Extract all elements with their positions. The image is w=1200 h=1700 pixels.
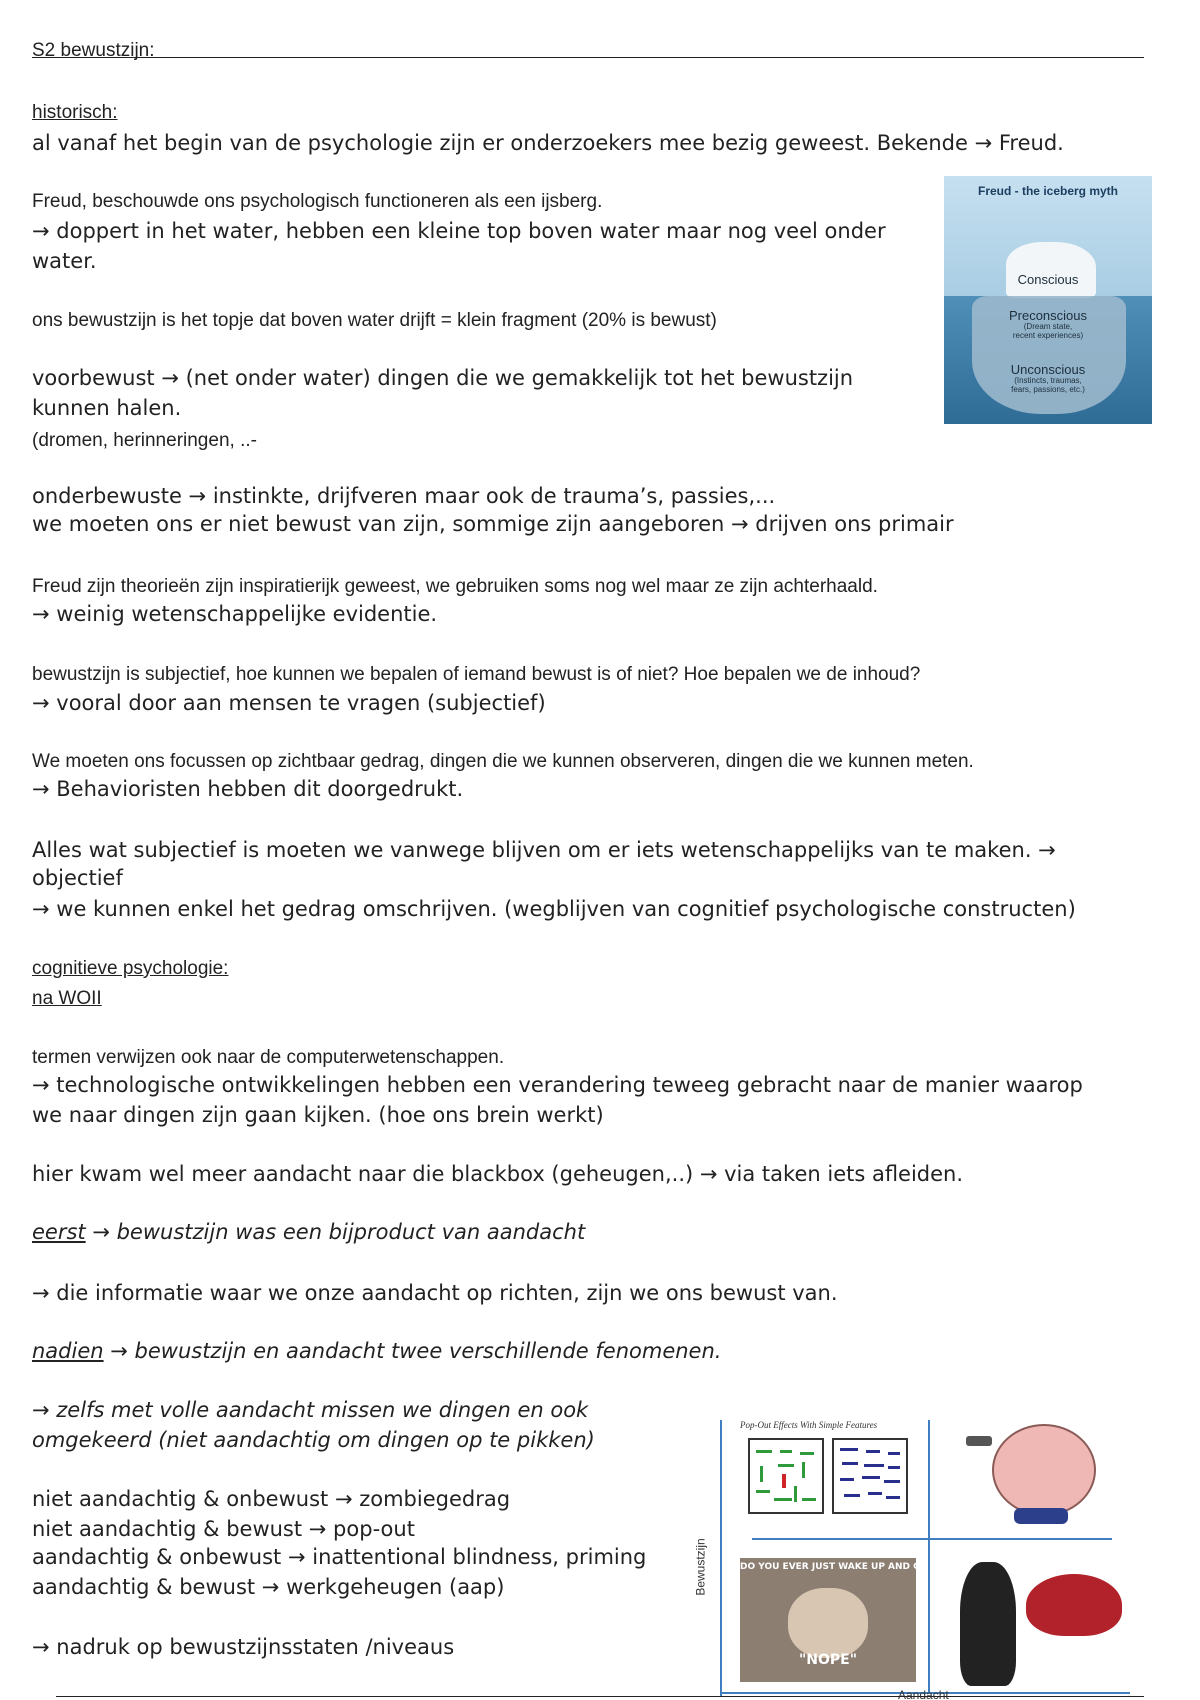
combo-line: niet aandachtig & bewust → pop-out	[32, 1517, 415, 1541]
section-title-historisch: historisch:	[32, 102, 118, 123]
iceberg-unconscious-label: Unconscious	[1010, 362, 1086, 377]
text-line: we moeten ons er niet bewust van zijn, sommige zijn aangeboren → drijven ons primair	[32, 512, 954, 536]
meme-caption-top: DO YOU EVER JUST WAKE UP AND GO	[740, 1562, 929, 1572]
section-title-cognitief: cognitieve psychologie:	[32, 958, 229, 979]
iceberg-unconscious-sub2: fears, passions, etc.)	[1011, 385, 1085, 394]
text-line: Freud zijn theorieën zijn inspiratierijk geweest, we gebruiken soms nog wel maar ze zijn achterhaald.	[32, 576, 878, 597]
text-line: hier kwam wel meer aandacht naar die blackbox (geheugen,..) → via taken iets afleiden.	[32, 1162, 964, 1186]
section-subtitle: na WOII	[32, 988, 102, 1009]
dog-face-icon	[788, 1588, 868, 1658]
nadien-text: → bewustzijn en aandacht twee verschillende fenomenen.	[103, 1339, 722, 1363]
text-line: (dromen, herinneringen, ..-	[32, 430, 257, 451]
popout-title: Pop-Out Effects With Simple Features	[740, 1420, 878, 1430]
dumbbell-icon	[966, 1436, 992, 1446]
nadien-label: nadien	[32, 1339, 104, 1363]
text-line: We moeten ons focussen op zichtbaar gedrag, dingen die we kunnen observeren, dingen die we kunnen meten.	[32, 751, 974, 772]
eerst-line	[32, 1220, 585, 1244]
popout-color-panel	[748, 1438, 824, 1514]
meme-caption-nope: "NOPE"	[798, 1652, 858, 1668]
text-line: → vooral door aan mensen te vragen (subjectief)	[32, 691, 546, 715]
eerst-text: → bewustzijn was een bijproduct van aandacht	[85, 1220, 586, 1244]
text-line: bewustzijn is subjectief, hoe kunnen we bepalen of iemand bewust is of niet? Hoe bepalen we de inhoud?	[32, 664, 921, 685]
top-rule	[32, 57, 1144, 58]
y-axis-label: Bewustzijn	[693, 1538, 708, 1596]
combo-line: niet aandachtig & onbewust → zombiegedrag	[32, 1487, 511, 1511]
quadrant-divider-horizontal	[752, 1538, 1112, 1540]
gorilla-icon	[960, 1562, 1016, 1686]
text-line: water.	[32, 249, 97, 273]
text-line: → die informatie waar we onze aandacht op richten, zijn we ons bewust van.	[32, 1281, 838, 1305]
text-line: al vanaf het begin van de psychologie zijn er onderzoekers mee bezig geweest. Bekende → Freud.	[32, 131, 1064, 155]
text-line: → zelfs met volle aandacht missen we dingen en ook	[32, 1398, 589, 1422]
iceberg-conscious-label: Conscious	[1017, 272, 1079, 287]
text-line: voorbewust → (net onder water) dingen die we gemakkelijk tot het bewustzijn	[32, 366, 854, 390]
iceberg-unconscious-sub1: (Instincts, traumas,	[1014, 376, 1082, 385]
iceberg-figure	[944, 176, 1152, 424]
text-line: onderbewuste → instinkte, drijfveren maar ook de trauma’s, passies,...	[32, 484, 776, 508]
iceberg-preconscious-sub	[944, 322, 1152, 340]
running-brain-icon	[992, 1424, 1096, 1516]
iceberg-unconscious-sub	[944, 376, 1152, 394]
eerst-label: eerst	[32, 1220, 86, 1244]
quadrant-divider-vertical	[928, 1420, 930, 1692]
iceberg-title: Freud - the iceberg myth	[977, 184, 1119, 198]
nadien-line	[32, 1339, 721, 1363]
bottom-rule	[56, 1696, 1144, 1697]
text-line: objectief	[32, 866, 123, 890]
popout-orientation-panel	[832, 1438, 908, 1514]
y-axis	[720, 1420, 722, 1696]
text-line: → we kunnen enkel het gedrag omschrijven. (wegblijven van cognitief psychologische constructen)	[32, 897, 1076, 921]
basketball-players-icon	[1026, 1574, 1122, 1636]
combo-line: aandachtig & bewust → werkgeheugen (aap)	[32, 1575, 505, 1599]
iceberg-preconscious-label: Preconscious	[1008, 308, 1088, 323]
text-line: → Behavioristen hebben dit doorgedrukt.	[32, 777, 464, 801]
text-line: Freud, beschouwde ons psychologisch functioneren als een ijsberg.	[32, 191, 603, 212]
text-line: ons bewustzijn is het topje dat boven water drijft = klein fragment (20% is bewust)	[32, 310, 717, 331]
x-axis-label: Aandacht	[898, 1688, 949, 1700]
text-line: omgekeerd (niet aandachtig om dingen op te pikken)	[32, 1428, 595, 1452]
iceberg-preconscious-sub2: recent experiences)	[1012, 331, 1084, 340]
text-line: termen verwijzen ook naar de computerwetenschappen.	[32, 1047, 505, 1068]
iceberg-preconscious-sub1: (Dream state,	[1023, 322, 1073, 331]
text-line: → doppert in het water, hebben een kleine top boven water maar nog veel onder	[32, 219, 886, 243]
consciousness-attention-figure	[692, 1412, 1136, 1700]
brain-shorts-icon	[1014, 1508, 1068, 1524]
text-line: → weinig wetenschappelijke evidentie.	[32, 602, 438, 626]
page-heading: S2 bewustzijn:	[32, 40, 155, 61]
text-line: Alles wat subjectief is moeten we vanwege blijven om er iets wetenschappelijks van te maken. →	[32, 838, 1056, 862]
text-line: → technologische ontwikkelingen hebben een verandering teweeg gebracht naar de manier waarop	[32, 1073, 1083, 1097]
combo-line: aandachtig & onbewust → inattentional blindness, priming	[32, 1545, 647, 1569]
iceberg-tip	[1006, 242, 1096, 298]
text-line: → nadruk op bewustzijnsstaten /niveaus	[32, 1635, 455, 1659]
text-line: we naar dingen zijn gaan kijken. (hoe ons brein werkt)	[32, 1103, 604, 1127]
text-line: kunnen halen.	[32, 396, 182, 420]
